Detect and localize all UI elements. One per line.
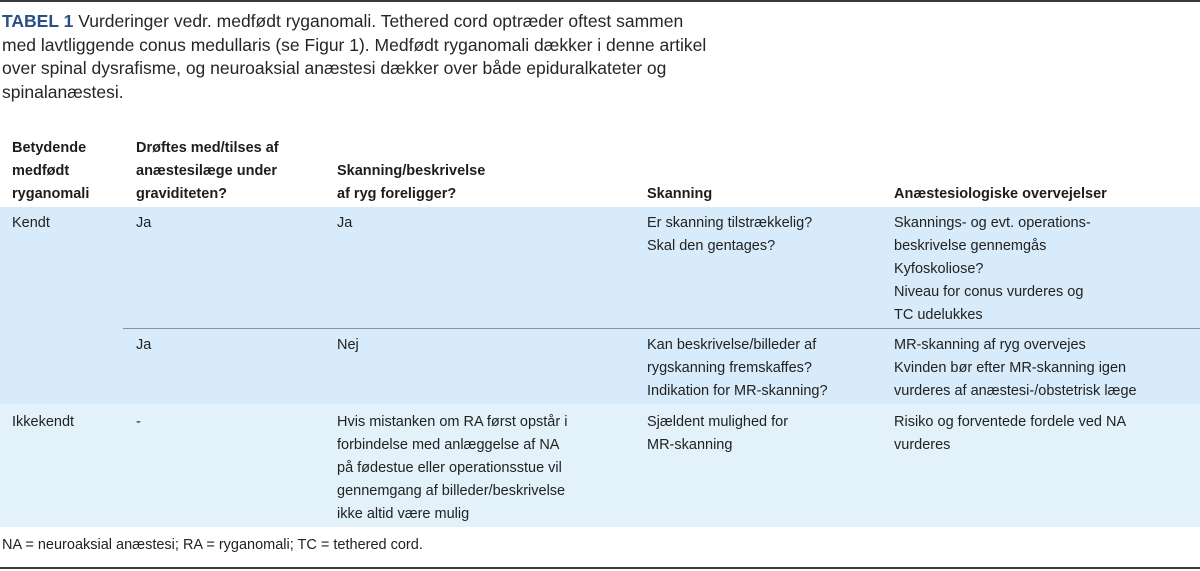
cell-discussed: Ja (136, 337, 152, 353)
cell-line: Hvis mistanken om RA først opstår i (337, 414, 568, 430)
cell-scanning (647, 212, 812, 258)
cell-line: Kan beskrivelse/billeder af (647, 337, 817, 353)
cell-scan-available: Nej (337, 337, 359, 353)
header-scan-available (337, 160, 485, 206)
header-considerations (894, 183, 1107, 206)
cell-considerations (894, 212, 1091, 327)
header-line: Anæstesiologiske overvejelser (894, 186, 1107, 202)
cell-line: Skal den gentages? (647, 238, 776, 254)
cell-line: Skannings- og evt. operations- (894, 215, 1091, 231)
cell-discussed: Ja (136, 215, 152, 231)
header-scanning (647, 183, 712, 206)
cell-line: beskrivelse gennemgås (894, 238, 1047, 254)
cell-line: vurderes af anæstesi-/obstetrisk læge (894, 383, 1137, 399)
cell-scanning (647, 334, 828, 403)
header-line: medfødt (12, 163, 70, 179)
header-line: graviditeten? (136, 186, 228, 202)
cell-line: rygskanning fremskaffes? (647, 360, 812, 376)
header-line: Skanning/beskrivelse (337, 163, 486, 179)
cell-known: Ikkekendt (12, 414, 75, 430)
header-known-anomaly (12, 137, 89, 206)
cell-line: gennemgang af billeder/beskrivelse (337, 483, 566, 499)
header-line: Betydende (12, 140, 87, 156)
row-divider (123, 328, 1200, 329)
cell-scan-available: Ja (337, 215, 353, 231)
cell-line: MR-skanning (647, 437, 733, 453)
header-line: Drøftes med/tilses af (136, 140, 279, 156)
cell-known: Kendt (12, 215, 50, 231)
cell-line: Risiko og forventede fordele ved NA (894, 414, 1127, 430)
header-line: Skanning (647, 186, 713, 202)
cell-line: Niveau for conus vurderes og (894, 284, 1084, 300)
table-footnote: NA = neuroaksial anæstesi; RA = ryganomali; TC = tethered cord. (2, 537, 423, 553)
header-line: af ryg foreligger? (337, 186, 457, 202)
bottom-rule (0, 567, 1200, 569)
cell-line: Sjældent mulighed for (647, 414, 789, 430)
caption-label: TABEL 1 (2, 11, 74, 31)
header-line: ryganomali (12, 186, 90, 202)
cell-line: ikke altid være mulig (337, 506, 470, 522)
cell-considerations (894, 334, 1137, 403)
cell-discussed: - (136, 414, 141, 430)
cell-line: vurderes (894, 437, 951, 453)
cell-scanning (647, 411, 788, 457)
table-caption (2, 10, 722, 104)
cell-line: TC udelukkes (894, 307, 983, 323)
cell-line: forbindelse med anlæggelse af NA (337, 437, 560, 453)
cell-considerations (894, 411, 1126, 457)
cell-line: Kyfoskoliose? (894, 261, 984, 277)
top-rule (0, 0, 1200, 2)
cell-line: på fødestue eller operationsstue vil (337, 460, 562, 476)
header-discussed (136, 137, 279, 206)
header-line: anæstesilæge under (136, 163, 278, 179)
cell-line: MR-skanning af ryg overvejes (894, 337, 1086, 353)
caption-text: Vurderinger vedr. medfødt ryganomali. Tethered cord optræder oftest sammen med lavtliggende conus medullaris (se Figur 1). Medfødt ryganomali dækker i denne artikel over spinal dysrafisme, og neuroaksial anæstesi dækker over både epiduralkateter og spinalanæstesi. (2, 11, 707, 102)
cell-line: Indikation for MR-skanning? (647, 383, 828, 399)
cell-scan-available (337, 411, 567, 526)
cell-line: Kvinden bør efter MR-skanning igen (894, 360, 1127, 376)
cell-line: Er skanning tilstrækkelig? (647, 215, 813, 231)
